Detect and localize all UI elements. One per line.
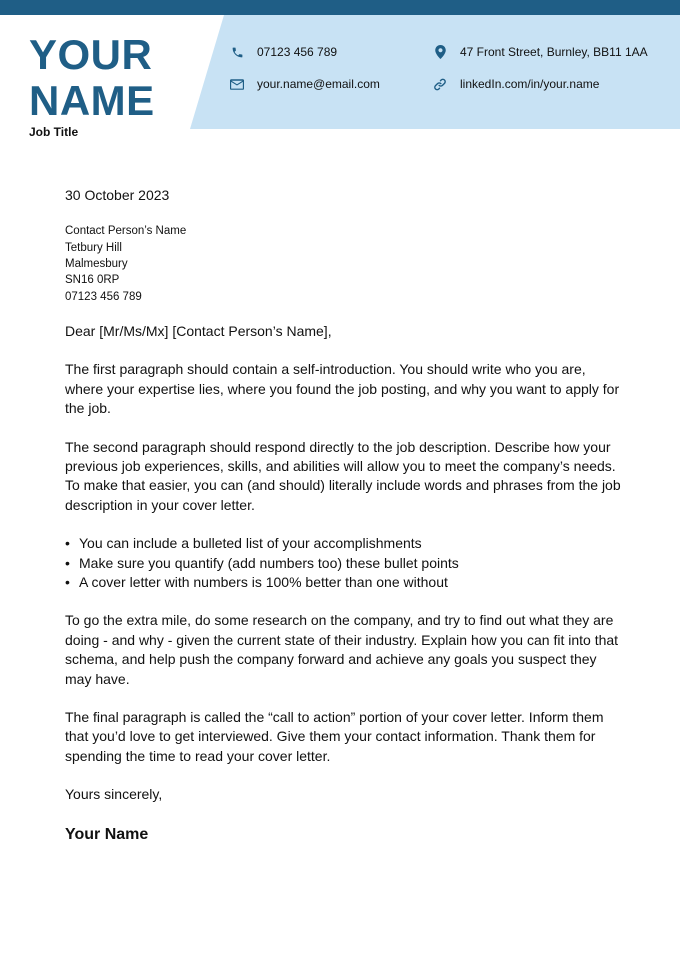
location-pin-icon (433, 45, 447, 59)
name-first-line: YOUR (29, 31, 153, 78)
address-text: 47 Front Street, Burnley, BB11 1AA (460, 45, 648, 59)
email-text: your.name@email.com (257, 77, 380, 91)
signature: Your Name (65, 825, 149, 843)
recipient-name: Contact Person’s Name (65, 225, 187, 238)
list-item: • A cover letter with numbers is 100% better than one without (65, 573, 625, 592)
letter-body (65, 186, 625, 844)
header-top-bar (0, 0, 680, 15)
paragraph-intro: The first paragraph should contain a self-introduction. You should write who you are, where your expertise lies, where you found the job posting, and why you want to apply for the job. (65, 361, 620, 417)
link-icon (433, 77, 447, 91)
list-item: • You can include a bulleted list of your accomplishments (65, 534, 625, 553)
recipient-phone: 07123 456 789 (65, 290, 142, 303)
closing: Yours sincerely, (65, 786, 163, 803)
paragraph-job-description: The second paragraph should respond directly to the job description. Describe how your previous job experiences, skills, and abilities will allow you to meet the company’s needs. To make that easier, you can (and should) literally include words and phrases from the job description in your cover letter. (65, 438, 621, 513)
phone-text: 07123 456 789 (257, 45, 338, 59)
contact-email (230, 77, 380, 91)
name-heading (29, 32, 155, 124)
salutation: Dear [Mr/Ms/Mx] [Contact Person’s Name], (65, 322, 332, 339)
job-title: Job Title (29, 125, 79, 139)
recipient-town: Malmesbury (65, 258, 128, 270)
recipient-postcode: SN16 0RP (65, 274, 120, 287)
letter-date: 30 October 2023 (65, 187, 170, 203)
paragraph-call-to-action: The final paragraph is called the “call to action” portion of your cover letter. Inform them that you’d love to get interviewed. Give them your contact information. Thank them for spending the time to read your cover letter. (65, 708, 604, 764)
linkedin-text: linkedIn.com/in/your.name (460, 77, 600, 91)
recipient-address (65, 223, 625, 304)
paragraph-research: To go the extra mile, do some research on the company, and try to find out what they are doing - and why - given the current state of their industry. Explain how you can fit into that schema, and help push the company forward and achieve any goals you suspect they may have. (65, 612, 619, 687)
phone-icon (230, 45, 244, 59)
envelope-icon (230, 77, 244, 91)
contact-phone (230, 45, 337, 59)
accomplishments-list (65, 534, 625, 592)
recipient-street: Tetbury Hill (65, 241, 122, 254)
contact-address (433, 45, 648, 59)
name-second-line: NAME (29, 77, 155, 124)
list-item: • Make sure you quantify (add numbers too) these bullet points (65, 554, 625, 573)
contact-linkedin (433, 77, 599, 91)
